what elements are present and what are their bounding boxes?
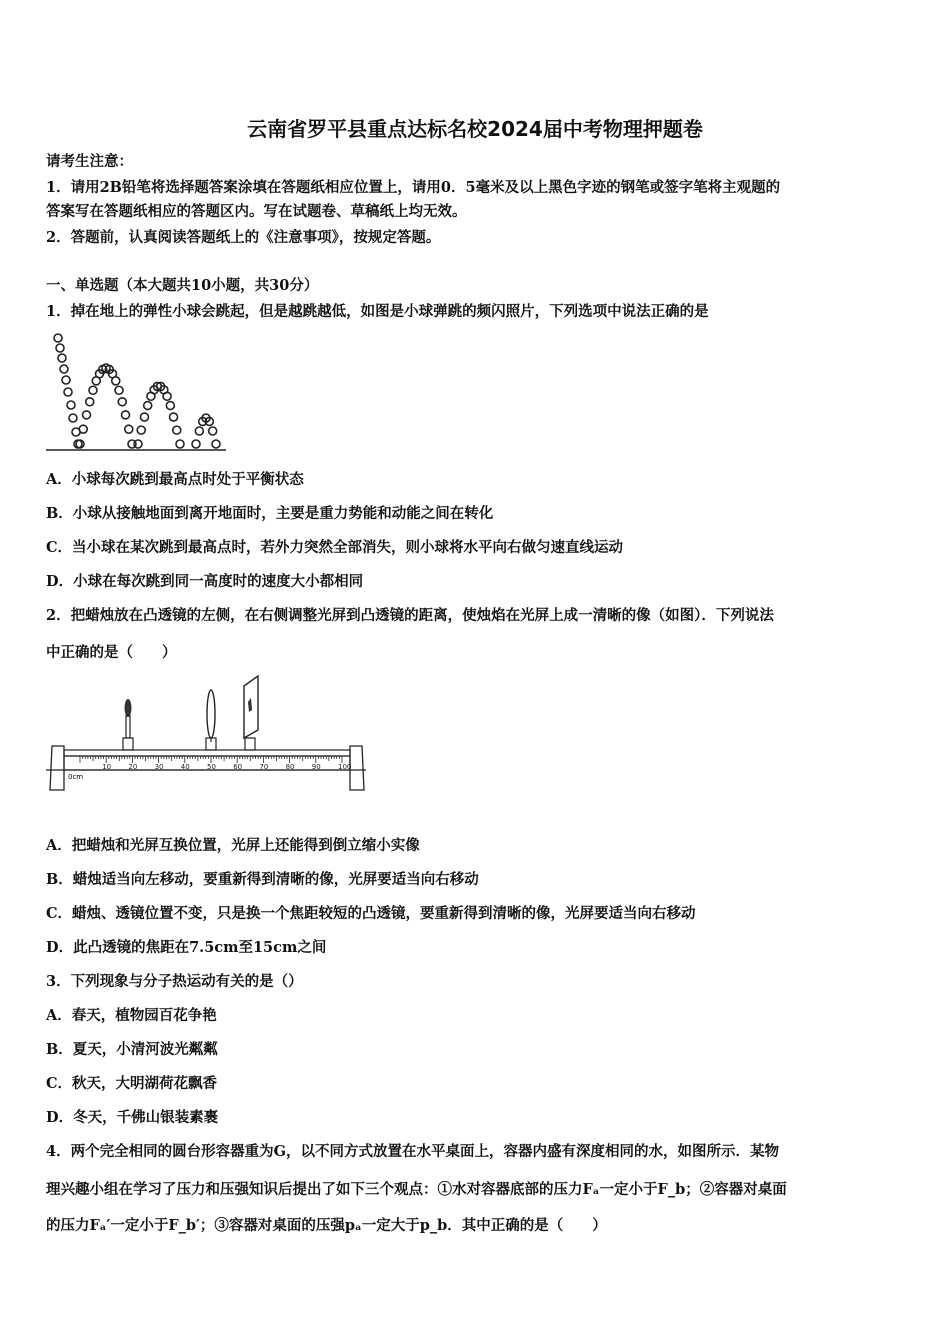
notice-heading: 请考生注意： [46,153,133,170]
question-3-stem: 3．下列现象与分子热运动有关的是（） [46,973,303,990]
ball-flash-1 [56,344,64,352]
q2-option-c: C．蜡烛、透镜位置不变，只是换一个焦距较短的凸透镜，要重新得到清晰的像，光屏要适当向右移动 [46,905,696,922]
ball-flash-30 [144,402,152,410]
ball-flash-21 [112,377,120,385]
convex-lens [206,690,216,750]
ball-flash-5 [64,388,72,396]
ball-flash-14 [89,386,97,394]
ball-flash-13 [86,398,94,406]
ruler-tick-label: 20 [128,763,138,771]
section-heading: 一、单选题（本大题共10小题，共30分） [46,277,319,294]
question-4-line-2: 理兴趣小组在学习了压力和压强知识后提出了如下三个观点：①水对容器底部的压力Fₐ一定小于F_b；②容器对桌面 [46,1181,787,1198]
question-4-line-3: 的压力Fₐ′一定小于F_b′；③容器对桌面的压强pₐ一定大于p_b．其中正确的是（ ） [46,1217,607,1234]
ruler-tick-label: 70 [259,763,269,771]
ruler-tick-label: 90 [311,763,321,771]
notice-item-1-cont: 答案写在答题纸相应的答题区内。写在试题卷、草稿纸上均无效。 [46,203,467,220]
ball-flash-24 [122,411,130,419]
ruler-tick-label: 60 [233,763,243,771]
light-screen [244,676,258,750]
q2-option-d: D．此凸透镜的焦距在7.5cm至15cm之间 [46,939,327,956]
ball-flash-36 [163,392,171,400]
question-2-stem-cont: 中正确的是（ ） [46,644,177,661]
ball-flash-6 [67,401,75,409]
q3-option-d: D．冬天，千佛山银装素裹 [46,1109,219,1126]
ball-flash-28 [137,426,145,434]
ball-flash-47 [212,440,220,448]
ball-flash-11 [79,425,87,433]
ruler-tick-label: 30 [154,763,164,771]
q2-option-b: B．蜡烛适当向左移动，要重新得到清晰的像，光屏要适当向右移动 [46,871,479,888]
candle [123,699,133,750]
q3-option-c: C．秋天，大明湖荷花飘香 [46,1075,218,1092]
ball-flash-4 [62,376,70,384]
q1-option-c: C．当小球在某次跳到最高点时，若外力突然全部消失，则小球将水平向右做匀速直线运动 [46,539,624,556]
ball-flash-37 [166,402,174,410]
q1-option-b: B．小球从接触地面到离开地面时，主要是重力势能和动能之间在转化 [46,505,494,522]
q3-option-a: A．春天，植物园百花争艳 [46,1007,217,1024]
ball-flash-27 [134,440,142,448]
ruler-tick-label: 100 [338,763,352,771]
optical-bench-figure [46,672,366,794]
question-2-stem: 2．把蜡烛放在凸透镜的左侧，在右侧调整光屏到凸透镜的距离，使烛焰在光屏上成一清晰的像（如图）．下列说法 [46,607,774,624]
q2-option-a: A．把蜡烛和光屏互换位置，光屏上还能得到倒立缩小实像 [46,837,420,854]
page-title: 云南省罗平县重点达标名校2024届中考物理押题卷 [247,117,703,141]
question-4-line-1: 4．两个完全相同的圆台形容器重为G，以不同方式放置在水平桌面上，容器内盛有深度相同的水，如图所示．某物 [46,1143,779,1160]
ruler-tick-label: 40 [180,763,190,771]
q3-option-b: B．夏天，小清河波光粼粼 [46,1041,218,1058]
notice-item-2: 2．答题前，认真阅读答题纸上的《注意事项》，按规定答题。 [46,229,441,246]
bouncing-ball-figure [46,332,236,456]
question-1-stem: 1．掉在地上的弹性小球会跳起，但是越跳越低，如图是小球弹跳的频闪照片，下列选项中说法正确的是 [46,303,709,320]
q1-option-d: D．小球在每次跳到同一高度时的速度大小都相同 [46,573,364,590]
ruler-tick-label: 80 [285,763,295,771]
ball-flash-42 [195,427,203,435]
ball-flash-23 [118,398,126,406]
ruler-tick-label: 50 [207,763,216,771]
ball-flash-0 [54,334,62,342]
ball-flash-3 [60,365,68,373]
ball-flash-7 [69,414,77,422]
ruler-unit-label: 0cm [68,773,84,781]
ball-flash-25 [125,425,133,433]
ball-flash-29 [140,413,148,421]
notice-item-1: 1．请用2B铅笔将选择题答案涂填在答题纸相应位置上，请用0．5毫米及以上黑色字迹的钢笔或签字笔将主观题的 [46,179,781,196]
ball-flash-46 [209,427,217,435]
ball-flash-39 [173,426,181,434]
ball-flash-22 [115,386,123,394]
ball-flash-41 [192,440,200,448]
ball-flash-38 [170,413,178,421]
ball-flash-40 [176,440,184,448]
ball-flash-2 [58,354,66,362]
ball-flash-12 [83,411,91,419]
q1-option-a: A．小球每次跳到最高点时处于平衡状态 [46,471,304,488]
ruler-tick-label: 10 [102,763,112,771]
